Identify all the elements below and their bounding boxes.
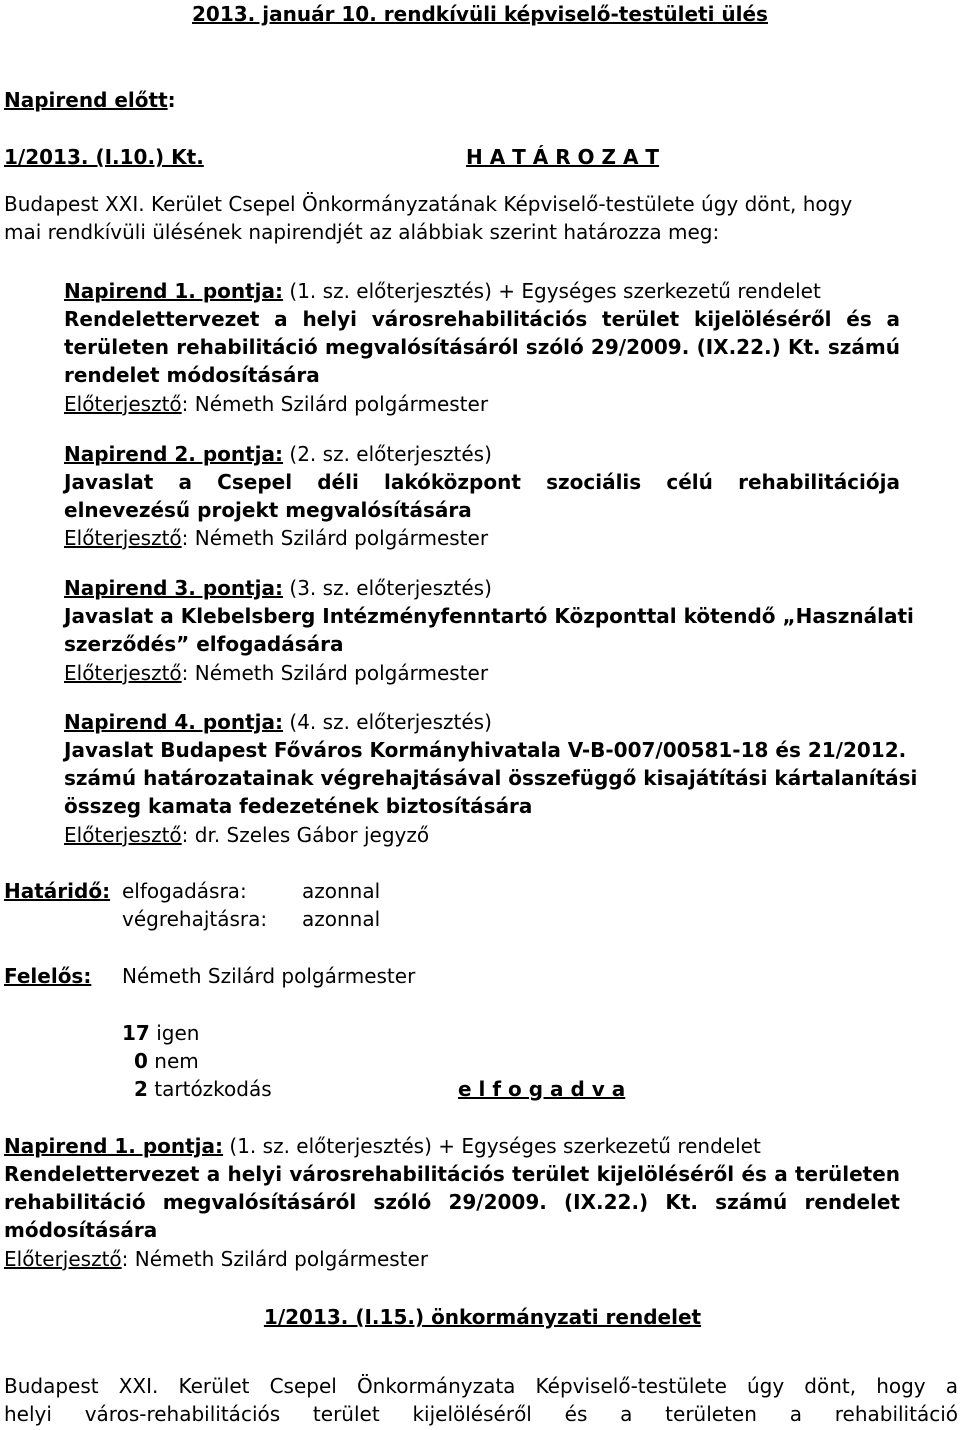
agenda-item-1-title-line2: területen rehabilitáció megvalósításáról szóló 29/2009. (IX.22.) Kt. számú bbox=[64, 335, 900, 359]
second-item-presenter bbox=[4, 1245, 428, 1273]
resolution-heading: H A T Á R O Z A T bbox=[466, 145, 660, 169]
second-item-label: Napirend 1. pontja: bbox=[4, 1134, 224, 1158]
vote-no-label: nem bbox=[147, 1049, 199, 1073]
agenda-item-1-header bbox=[64, 277, 821, 305]
second-item-header bbox=[4, 1132, 761, 1160]
presenter-label: Előterjesztő bbox=[64, 526, 182, 550]
deadline-label: Határidő: bbox=[4, 879, 111, 903]
agenda-item-4-note: (4. sz. előterjesztés) bbox=[283, 710, 492, 734]
vote-abstain bbox=[134, 1075, 272, 1103]
resolution-intro-line1: Budapest XXI. Kerület Csepel Önkormányzatának Képviselő-testülete úgy dönt, hogy bbox=[4, 192, 853, 216]
agenda-item-2-label: Napirend 2. pontja: bbox=[64, 442, 284, 466]
resolution-number: 1/2013. (I.10.) Kt. bbox=[4, 145, 204, 169]
deadline-row2-key: végrehajtásra: bbox=[122, 907, 268, 931]
vote-abstain-count: 2 bbox=[134, 1077, 148, 1101]
deadline-row1-value: azonnal bbox=[302, 879, 381, 903]
presenter-value: : Németh Szilárd polgármester bbox=[181, 526, 489, 550]
vote-no-count: 0 bbox=[134, 1049, 148, 1073]
agenda-item-3-note: (3. sz. előterjesztés) bbox=[283, 576, 492, 600]
ordinance-line1: Budapest XXI. Kerület Csepel Önkormányzata Képviselő-testülete úgy dönt, hogy a bbox=[4, 1374, 958, 1398]
agenda-item-2-note: (2. sz. előterjesztés) bbox=[283, 442, 492, 466]
ordinance-heading: 1/2013. (I.15.) önkormányzati rendelet bbox=[263, 1305, 702, 1329]
agenda-item-1-title-line1: Rendelettervezet a helyi városrehabilitációs terület kijelöléséről és a bbox=[64, 307, 900, 331]
agenda-item-4-title-line2: számú határozatainak végrehajtásával összefüggő kisajátítási kártalanítási bbox=[64, 766, 918, 790]
responsible-label: Felelős: bbox=[4, 964, 92, 988]
agenda-item-3-title-line1: Javaslat a Klebelsberg Intézményfenntartó Központtal kötendő „Használati bbox=[64, 604, 914, 628]
second-item-title-line3: módosítására bbox=[4, 1218, 158, 1242]
agenda-item-4-title-line1: Javaslat Budapest Főváros Kormányhivatala V-B-007/00581-18 és 21/2012. bbox=[64, 738, 907, 762]
presenter-value: : Németh Szilárd polgármester bbox=[121, 1247, 429, 1271]
ordinance-line2: helyi város-rehabilitációs terület kijelöléséről és a területen a rehabilitáció bbox=[4, 1402, 958, 1426]
agenda-item-1-presenter bbox=[64, 390, 488, 418]
second-item-title-line1: Rendelettervezet a helyi városrehabilitációs terület kijelöléséről és a területen bbox=[4, 1162, 900, 1186]
vote-no bbox=[134, 1047, 199, 1075]
deadline-row2-value: azonnal bbox=[302, 907, 381, 931]
agenda-item-2-title-line1: Javaslat a Csepel déli lakóközpont szociális célú rehabilitációja bbox=[64, 470, 900, 494]
vote-yes bbox=[122, 1019, 199, 1047]
agenda-item-3-label: Napirend 3. pontja: bbox=[64, 576, 284, 600]
vote-result: e l f o g a d v a bbox=[458, 1077, 626, 1101]
agenda-item-1-title-line3: rendelet módosítására bbox=[64, 363, 320, 387]
second-item-title-line2: rehabilitáció megvalósításáról szóló 29/2009. (IX.22.) Kt. számú rendelet bbox=[4, 1190, 900, 1214]
agenda-item-3-header bbox=[64, 574, 492, 602]
presenter-label: Előterjesztő bbox=[4, 1247, 122, 1271]
second-item-note: (1. sz. előterjesztés) + Egységes szerkezetű rendelet bbox=[223, 1134, 761, 1158]
napirend-elott-label: Napirend előtt bbox=[4, 88, 168, 112]
responsible-value: Németh Szilárd polgármester bbox=[122, 964, 416, 988]
agenda-item-3-title-line2: szerződés” elfogadására bbox=[64, 632, 344, 656]
agenda-item-4-label: Napirend 4. pontja: bbox=[64, 710, 284, 734]
napirend-elott-heading bbox=[4, 86, 176, 114]
agenda-item-2-title-line2: elnevezésű projekt megvalósítására bbox=[64, 498, 472, 522]
page-title: 2013. január 10. rendkívüli képviselő-testületi ülés bbox=[192, 2, 768, 26]
agenda-item-3-presenter bbox=[64, 659, 488, 687]
presenter-value: : dr. Szeles Gábor jegyző bbox=[181, 823, 430, 847]
resolution-intro-line2: mai rendkívüli ülésének napirendjét az alábbiak szerint határozza meg: bbox=[4, 220, 720, 244]
agenda-item-1-label: Napirend 1. pontja: bbox=[64, 279, 284, 303]
agenda-item-1-note: (1. sz. előterjesztés) + Egységes szerkezetű rendelet bbox=[283, 279, 821, 303]
vote-yes-label: igen bbox=[149, 1021, 200, 1045]
presenter-label: Előterjesztő bbox=[64, 392, 182, 416]
presenter-value: : Németh Szilárd polgármester bbox=[181, 392, 489, 416]
presenter-label: Előterjesztő bbox=[64, 823, 182, 847]
presenter-value: : Németh Szilárd polgármester bbox=[181, 661, 489, 685]
agenda-item-2-presenter bbox=[64, 524, 488, 552]
agenda-item-4-presenter bbox=[64, 821, 429, 849]
agenda-item-4-header bbox=[64, 708, 492, 736]
presenter-label: Előterjesztő bbox=[64, 661, 182, 685]
napirend-elott-colon: : bbox=[167, 88, 176, 112]
vote-abstain-label: tartózkodás bbox=[147, 1077, 272, 1101]
agenda-item-4-title-line3: összeg kamata fedezetének biztosítására bbox=[64, 794, 533, 818]
deadline-row1-key: elfogadásra: bbox=[122, 879, 247, 903]
agenda-item-2-header bbox=[64, 440, 492, 468]
vote-yes-count: 17 bbox=[122, 1021, 150, 1045]
